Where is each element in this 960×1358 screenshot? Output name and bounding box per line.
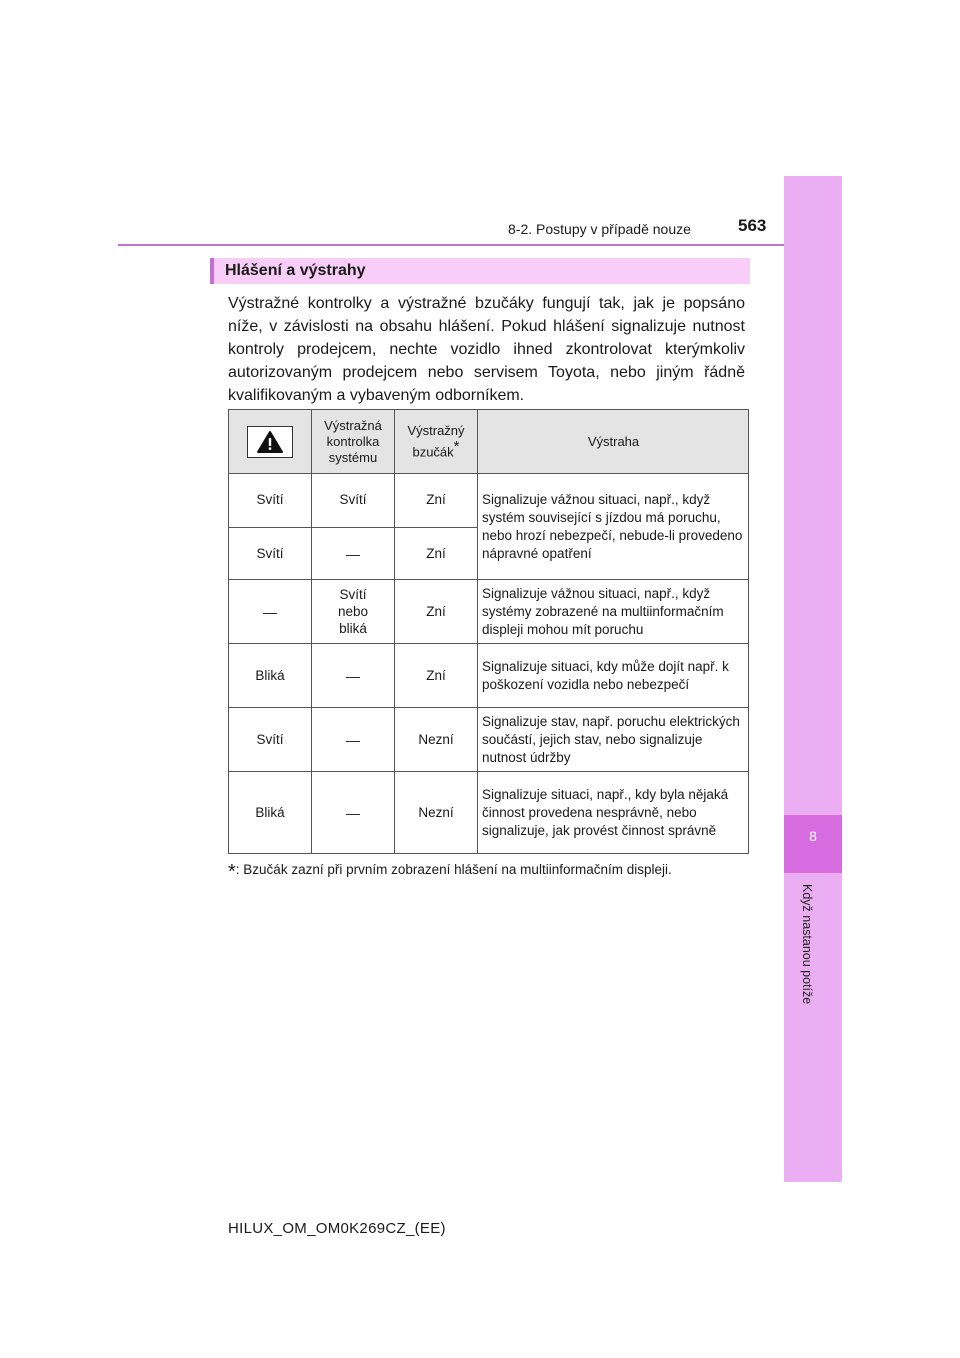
cell-warning-text: Signalizuje vážnou situaci, např., když systém související s jízdou má poruchu, nebo hrozí nebezpečí, nebude-li provedeno nápravné opatření — [478, 474, 749, 580]
table-header-row — [229, 410, 749, 474]
footnote-text: : Bzučák zazní při prvním zobrazení hlášení na multiinformačním displeji. — [235, 862, 672, 877]
cell-system-light: — — [312, 644, 395, 708]
cell-warning-light: Svítí — [229, 708, 312, 772]
footnote — [228, 861, 672, 884]
warning-triangle-icon — [247, 426, 293, 458]
cell-system-light: — — [312, 708, 395, 772]
side-tab-label: Když nastanou potíže — [800, 884, 814, 1005]
document-code: HILUX_OM_OM0K269CZ_(EE) — [228, 1220, 446, 1237]
cell-warning-light: Svítí — [229, 528, 312, 580]
table-row — [229, 644, 749, 708]
cell-system-light — [312, 580, 395, 644]
cell-warning-light: Bliká — [229, 644, 312, 708]
page-number: 563 — [738, 216, 767, 235]
table-row — [229, 580, 749, 644]
section-header: 8-2. Postupy v případě nouze — [508, 221, 691, 237]
cell-buzzer: Nezní — [395, 708, 478, 772]
cell-system-light: Svítí — [312, 474, 395, 528]
header-system-light — [312, 410, 395, 474]
cell-buzzer: Zní — [395, 528, 478, 580]
footnote-mark: * — [228, 861, 236, 883]
side-tab-active — [784, 815, 842, 873]
cell-buzzer: Zní — [395, 644, 478, 708]
header-buzzer-l2: bzučák — [412, 444, 454, 460]
header-system-light-l2: kontrolka — [326, 433, 380, 449]
side-tab — [784, 176, 842, 1182]
cell-warning-text: Signalizuje situaci, např., kdy byla nějaká činnost provedena nesprávně, nebo signalizuje, jak provést činnost správně — [478, 772, 749, 854]
table-row — [229, 708, 749, 772]
header-icon-cell — [229, 410, 312, 474]
intro-paragraph: Výstražné kontrolky a výstražné bzučáky fungují tak, jak je popsáno níže, v závislosti na obsahu hlášení. Pokud hlášení signalizuje nutnost kontroly prodejcem, nechte vozidlo ihned zkontrolovat kterýmkoliv autorizovaným prodejcem nebo servisem Toyota, nebo jiným řádně kvalifikovaným a vybaveným odborníkem. — [228, 295, 745, 404]
cell-warning-text: Signalizuje vážnou situaci, např., když systémy zobrazené na multiinformačním displeji mohou mít poruchu — [478, 580, 749, 644]
table-row — [229, 772, 749, 854]
header-system-light-l1: Výstražná — [324, 417, 382, 433]
cell-warning-text: Signalizuje stav, např. poruchu elektrických součástí, jejich stav, nebo signalizuje nutnost údržby — [478, 708, 749, 772]
warning-table — [228, 409, 749, 854]
section-heading: Hlášení a výstrahy — [210, 258, 750, 284]
cell-warning-light: Bliká — [229, 772, 312, 854]
cell-buzzer: Nezní — [395, 772, 478, 854]
table-row — [229, 474, 749, 528]
cell-buzzer: Zní — [395, 474, 478, 528]
header-buzzer — [395, 410, 478, 474]
cell-warning-text: Signalizuje situaci, kdy může dojít např. k poškození vozidla nebo nebezpečí — [478, 644, 749, 708]
header-system-light-l3: systému — [328, 449, 378, 465]
cell-system-light-text: Svítí nebo bliká — [337, 587, 369, 636]
header-warning: Výstraha — [478, 410, 749, 474]
header-buzzer-l1: Výstražný — [407, 422, 465, 438]
cell-system-light: — — [312, 772, 395, 854]
header-buzzer-mark: * — [453, 437, 460, 455]
header-rule — [118, 244, 786, 246]
side-tab-number: 8 — [809, 828, 817, 844]
cell-warning-light: Svítí — [229, 474, 312, 528]
cell-warning-light: — — [229, 580, 312, 644]
cell-system-light: — — [312, 528, 395, 580]
cell-buzzer: Zní — [395, 580, 478, 644]
